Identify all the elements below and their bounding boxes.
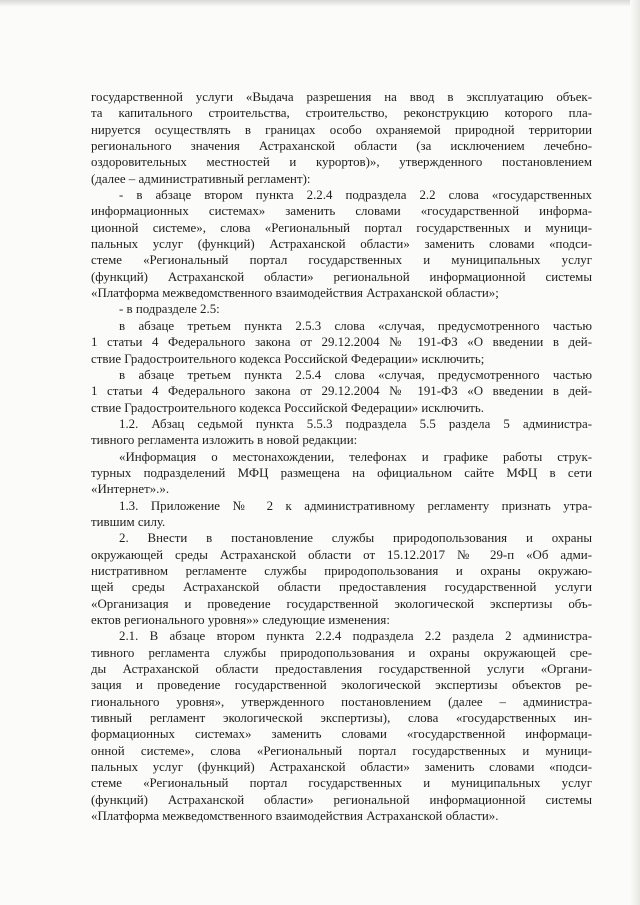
text-line: «Организация и проведение государственной экологической экспертизы объ- [91, 596, 592, 611]
text-line: (функций) Астраханской области» региональной информационной системы [91, 792, 592, 807]
text-line: пальных услуг (функций) Астраханской области» заменить словами «подси- [91, 237, 592, 252]
text-line: та капитального строительства, строительство, реконструкцию которого пла- [91, 106, 592, 121]
text-line: государственной услуги «Выдача разрешения на ввод в эксплуатацию объек- [91, 90, 592, 104]
text-line: нистративном регламенте службы природопользования и охраны окружаю- [91, 563, 592, 578]
text-line: щей среды Астраханской области предоставления государственной услуги [91, 580, 592, 595]
text-line: пальных услуг (функций) Астраханской области» заменить словами «подси- [91, 760, 592, 775]
text-line: в абзаце третьем пункта 2.5.4 слова «случая, предусмотренного частью [119, 367, 592, 382]
text-line: ционной системе», слова «Региональный портал государственных и муници- [91, 220, 592, 235]
text-line: (далее – административный регламент): [91, 171, 311, 186]
text-line: 1 статьи 4 Федерального закона от 29.12.2004 № 191-ФЗ «О введении в дей- [91, 335, 592, 350]
text-line: стеме «Региональный портал государственных и муниципальных услуг [91, 776, 592, 791]
text-line: - в подразделе 2.5: [119, 302, 220, 317]
text-line: нируется осуществлять в границах особо охраняемой природной территории [91, 122, 592, 137]
text-line: ствие Градостроительного кодекса Российской Федерации» исключить; [91, 351, 485, 366]
text-line: «Интернет».». [91, 482, 170, 497]
text-line: ды Астраханской области предоставления государственной услуги «Органи- [91, 662, 592, 677]
scan-edge-top [0, 0, 640, 6]
text-line: зация и проведение государственной экологической экспертизы объектов ре- [91, 678, 592, 693]
text-line: «Платформа межведомственного взаимодействия Астраханской области». [91, 809, 499, 824]
text-line: тивного регламента службы природопользования и охраны окружающей сре- [91, 645, 592, 660]
text-line: - в абзаце втором пункта 2.2.4 подраздела 2.2 слова «государственных [119, 188, 592, 203]
text-line: тившим силу. [91, 514, 166, 529]
text-line: тивного регламента изложить в новой редакции: [91, 433, 358, 448]
text-line: 1.3. Приложение № 2 к административному регламенту признать утра- [119, 498, 592, 513]
text-line: «Информация о местонахождении, телефонах и графике работы струк- [119, 449, 592, 464]
text-line: 1.2. Абзац седьмой пункта 5.5.3 подраздела 5.5 раздела 5 администра- [119, 416, 592, 431]
text-line: 2.1. В абзаце втором пункта 2.2.4 подраздела 2.2 раздела 2 администра- [119, 629, 592, 644]
text-line: турных подразделений МФЦ размещена на официальном сайте МФЦ в сети [91, 465, 592, 480]
text-line: в абзаце третьем пункта 2.5.3 слова «случая, предусмотренного частью [119, 318, 592, 333]
text-line: формационных системах» заменить словами «государственной информаци- [91, 727, 592, 742]
text-line: 2. Внести в постановление службы природопользования и охраны [119, 531, 592, 546]
text-line: регионального значения Астраханской области (за исключением лечебно- [91, 139, 592, 154]
text-line: «Платформа межведомственного взаимодействия Астраханской области»; [91, 286, 499, 301]
text-line: стеме «Региональный портал государственных и муниципальных услуг [91, 253, 592, 268]
text-line: информационных системах» заменить словами «государственной информа- [91, 204, 592, 219]
text-line: ектов регионального уровня»» следующие изменения: [91, 613, 390, 627]
text-line: гионального уровня», утвержденного постановлением (далее – администра- [91, 694, 592, 709]
document-body [91, 89, 592, 824]
text-line: онной системе», слова «Региональный портал государственных и муници- [91, 743, 592, 758]
text-line: 1 статьи 4 Федерального закона от 29.12.2004 № 191-ФЗ «О введении в дей- [91, 384, 592, 399]
text-line: тивный регламент экологической экспертизы), слова «государственных ин- [91, 711, 592, 726]
scan-edge-right [630, 0, 640, 905]
text-line: окружающей среды Астраханской области от 15.12.2017 № 29-п «Об адми- [91, 547, 592, 562]
text-line: ствие Градостроительного кодекса Российской Федерации» исключить. [91, 400, 484, 415]
text-line: оздоровительных местностей и курортов)», утвержденного постановлением [91, 155, 592, 170]
text-line: (функций) Астраханской области» региональной информационной системы [91, 269, 592, 284]
